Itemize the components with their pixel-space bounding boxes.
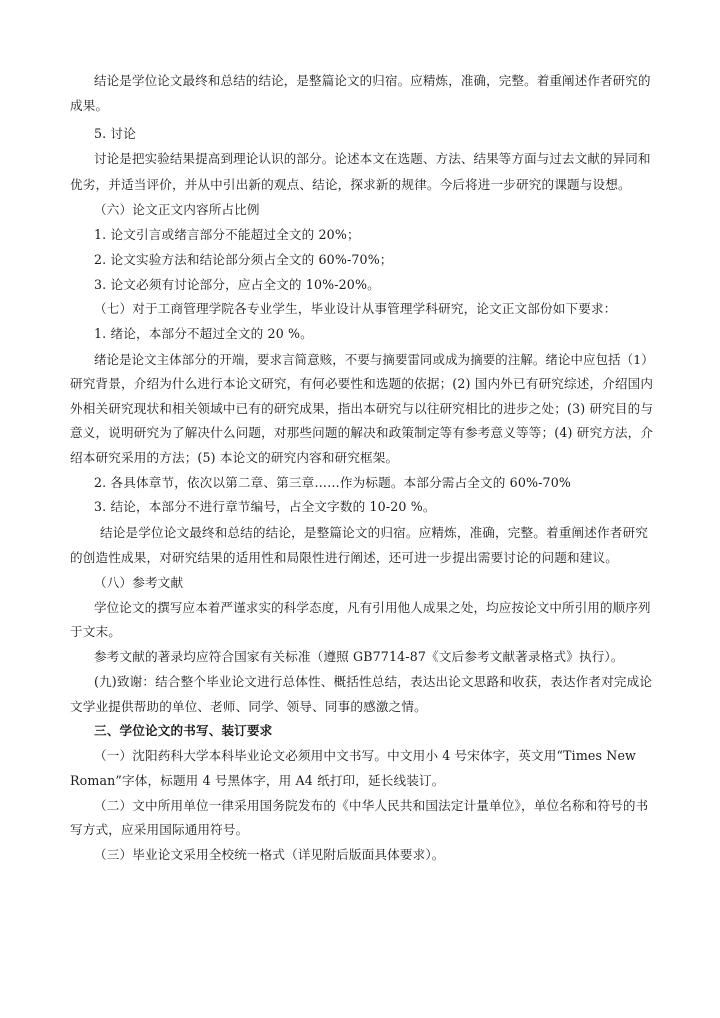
text-line: 研究背景，介绍为什么进行本论文研究，有何必要性和选题的依据；(2) 国内外已有研究综述，介绍国内 (70, 376, 654, 391)
text-line: 意义，说明研究为了解决什么问题，对那些问题的解决和政策制定等有参考意义等等；(4) 研究方法，介 (70, 425, 654, 440)
text-line: 绍本研究采用的方法；(5) 本论文的研究内容和研究框架。 (70, 450, 399, 465)
text-line: 成果。 (70, 98, 109, 113)
section-heading: （七）对于工商管理学院各专业学生，毕业设计从事管理学科研究，论文正文部份如下要求： (94, 301, 617, 316)
text-line: 绪论是论文主体部分的开端，要求言简意赅，不要与摘要雷同或成为摘要的注解。绪论中应包括（1） (94, 352, 654, 367)
list-item: 2. 各具体章节，依次以第二章、第三章……作为标题。本部分需占全文的 60%-70% (94, 475, 571, 490)
text-line: 写方式，应采用国际通用符号。 (70, 822, 249, 837)
text-line: Roman”字体，标题用 4 号黑体字，用 A4 纸打印，延长线装订。 (70, 773, 445, 788)
chapter-heading: 三、学位论文的书写、装订要求 (94, 723, 273, 738)
list-item: 2. 论文实验方法和结论部分须占全文的 60%-70%； (94, 252, 393, 267)
text-line: 于文末。 (70, 624, 121, 639)
section-heading: （八）参考文献 (94, 575, 184, 590)
list-item: 3. 论文必须有讨论部分，应占全文的 10%-20%。 (94, 277, 380, 292)
text-line: 文学业提供帮助的单位、老师、同学、领导、同事的感激之情。 (70, 699, 427, 714)
text-line: 的创造性成果，对研究结果的适用性和局限性进行阐述，还可进一步提出需要讨论的问题和建议。 (70, 550, 618, 565)
text-line: 结论是学位论文最终和总结的结论，是整篇论文的归宿。应精炼，准确，完整。着重阐述作者研究的 (94, 73, 651, 88)
text-line: 结论是学位论文最终和总结的结论，是整篇论文的归宿。应精炼，准确，完整。着重阐述作者研究 (100, 525, 648, 540)
text-line: 优劣，并适当评价，并从中引出新的观点、结论，探求新的规律。今后将进一步研究的课题与设想。 (70, 177, 631, 192)
text-line: 讨论是把实验结果提高到理论认识的部分。论述本文在选题、方法、结果等方面与过去文献的异同和 (94, 151, 651, 166)
section-heading: 5. 讨论 (94, 126, 136, 141)
section-heading: （六）论文正文内容所占比例 (94, 202, 260, 217)
list-item: 3. 结论，本部分不进行章节编号，占全文字数的 10-20 %。 (94, 499, 436, 514)
text-line: （三）毕业论文采用全校统一格式（详见附后版面具体要求）。 (94, 847, 445, 862)
text-line: （一）沈阳药科大学本科毕业论文必须用中文书写。中文用小 4 号宋体字，英文用“Times New (94, 748, 636, 763)
text-line: (九)致谢：结合整个毕业论文进行总体性、概括性总结，表达出论文思路和收获，表达作者对完成论 (94, 674, 653, 689)
text-line: 外相关研究现状和相关领域中已有的研究成果，指出本研究与以往研究相比的进步之处；(3) 研究目的与 (70, 401, 654, 416)
text-line: 参考文献的著录均应符合国家有关标准（遵照 GB7714-87《文后参考文献著录格式》执行）。 (94, 649, 624, 664)
list-item: 1. 论文引言或绪言部分不能超过全文的 20%； (94, 227, 360, 242)
text-line: （二）文中所用单位一律采用国务院发布的《中华人民共和国法定计量单位》，单位名称和符号的书 (94, 798, 649, 813)
list-item: 1. 绪论，本部分不超过全文的 20 %。 (94, 326, 313, 341)
text-line: 学位论文的撰写应本着严谨求实的科学态度，凡有引用他人成果之处，均应按论文中所引用的顺序列 (94, 600, 651, 615)
